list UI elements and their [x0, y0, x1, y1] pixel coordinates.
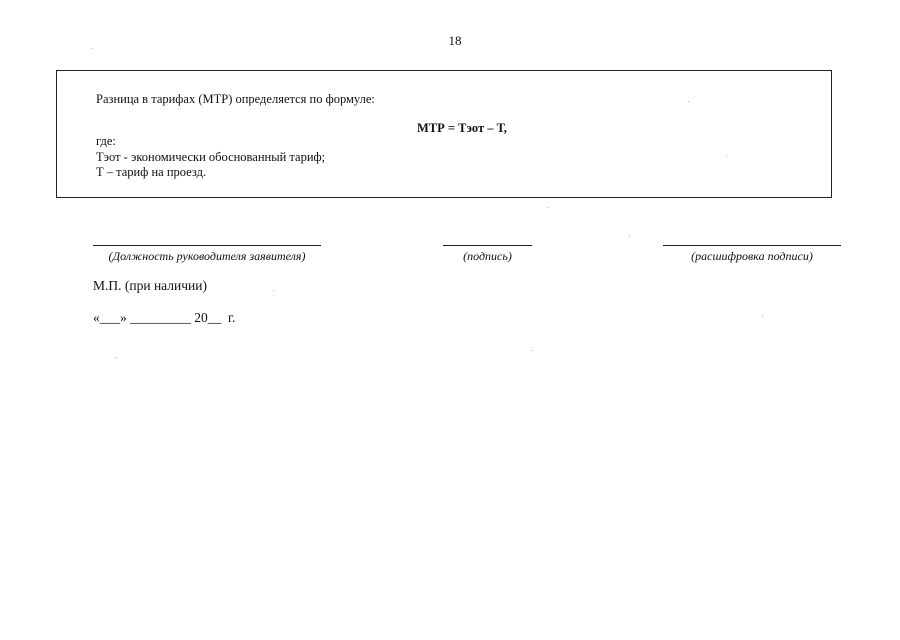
- scan-speck: [92, 48, 93, 49]
- scan-speck: [273, 290, 274, 291]
- position-caption: (Должность руководителя заявителя): [108, 249, 306, 263]
- position-signature-line: [93, 245, 321, 246]
- page-number: 18: [448, 33, 462, 48]
- decoding-caption: (расшифровка подписи): [691, 249, 813, 263]
- formula-box: [56, 70, 832, 198]
- scan-speck: [629, 236, 630, 237]
- definition-t: Т – тариф на проезд.: [96, 165, 207, 179]
- scan-speck: [688, 101, 689, 102]
- date-line: «___» _________ 20__ г.: [93, 310, 236, 325]
- scan-speck: [531, 350, 532, 351]
- scan-speck: [116, 357, 117, 358]
- scan-speck: [762, 316, 763, 317]
- scan-speck: [547, 207, 548, 208]
- signature-caption: (подпись): [463, 249, 512, 263]
- signature-line: [443, 245, 532, 246]
- scan-speck: [726, 155, 727, 156]
- stamp-label: М.П. (при наличии): [93, 278, 207, 293]
- formula-intro: Разница в тарифах (МТР) определяется по формуле:: [96, 92, 375, 106]
- decoding-signature-line: [663, 245, 841, 246]
- formula-where-label: где:: [96, 134, 116, 148]
- formula-expression: МТР = Тэот – Т,: [417, 121, 507, 135]
- definition-teot: Тэот - экономически обоснованный тариф;: [96, 150, 326, 164]
